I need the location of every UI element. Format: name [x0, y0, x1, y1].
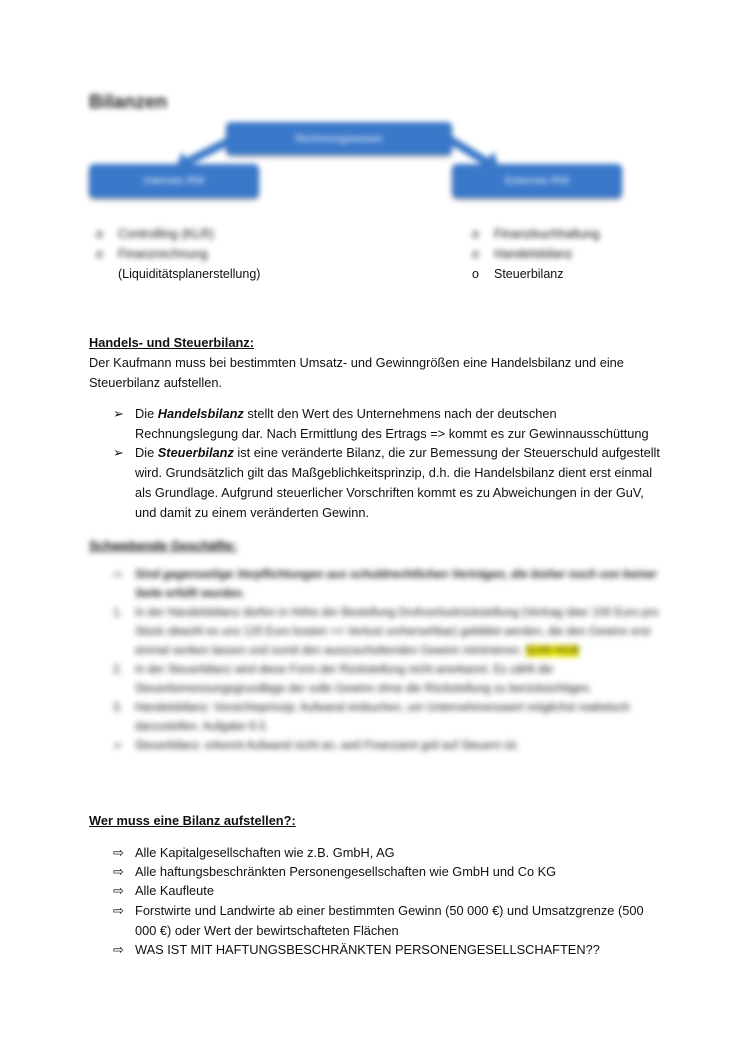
arrowhead-bullet-icon: ➢	[113, 406, 124, 421]
list-item: o Finanzrechnung	[96, 247, 208, 261]
list-item: 2. In der Steuerbilanz wird diese Form der Rückstellung nicht anerkannt. Es zählt die Steuerbemessungsgrundlage der volle Gewinn ohne die Rückstellung zu berücksichtigen.	[113, 664, 593, 695]
arrowhead-bullet-icon: ➢	[113, 445, 124, 460]
left-list	[96, 224, 356, 284]
arrow-bullet-icon: ⇨	[113, 845, 124, 860]
wer-item: ⇨ Alle Kapitalgesellschaften wie z.B. GmbH, AG	[113, 843, 663, 863]
page-title: Bilanzen	[89, 92, 168, 113]
diagram-top-box: Rechnungswesen	[226, 122, 452, 155]
arrow-bullet-icon: ⇨	[113, 942, 124, 957]
arrow-bullet-icon: ⇨	[113, 903, 124, 918]
diagram-right-box: Externes RW	[452, 164, 622, 198]
list-item: o Steuerbilanz	[472, 267, 564, 281]
handels-intro: Der Kaufmann muss bei bestimmten Umsatz- und Gewinngrößen eine Handelsbilanz und eine Steuerbilanz aufstellen.	[89, 355, 624, 390]
list-item: 3. Handelsbilanz: Vorsichtsprinzip: Aufwand einbuchen, um Unternehmenswert möglichst realistisch darzustellen. Aufgabe 9.3.	[113, 702, 630, 733]
section-heading-schwebend: Schwebende Geschäfte:	[89, 538, 237, 553]
wer-item: ⇨ Forstwirte und Landwirte ab einer bestimmten Gewinn (50 000 €) und Umsatzgrenze (500 000 €) oder Wert der bewirtschafteten Flächen	[113, 903, 644, 938]
arrow-bullet-icon: ⇨	[113, 883, 124, 898]
list-item: ⇨ Sind gegenseitige Verpflichtungen aus schuldrechtlichen Verträgen, die bisher noch von keiner Seite erfüllt wurden.	[113, 569, 657, 600]
arrow-bullet-icon: ⇨	[113, 864, 124, 879]
list-item: o Handelsbilanz	[472, 247, 573, 261]
handels-bullet-1: ➢ Die Handelsbilanz stellt den Wert des Unternehmens nach der deutschen Rechnungslegung dar. Nach Ermittlung des Ertrags => kommt es zur Gewinnausschüttung	[113, 406, 649, 441]
list-item: o Finanzbuchhaltung	[472, 227, 600, 241]
wer-item: ⇨ Alle haftungsbeschränkten Personengesellschaften wie GmbH und Co KG	[113, 862, 663, 882]
wer-item: ⇨ Alle Kaufleute	[113, 881, 663, 901]
right-list	[472, 224, 672, 284]
list-item: ➢ Steuerbilanz: erkennt Aufwand nicht an, weil Finanzamt geil auf Steuern ist.	[113, 740, 520, 752]
left-arrow-icon	[170, 132, 240, 176]
section-heading-handels: Handels- und Steuerbilanz:	[89, 335, 254, 350]
handels-bullet-2: ➢ Die Steuerbilanz ist eine veränderte Bilanz, die zur Bemessung der Steuerschuld aufgestellt wird. Grundsätzlich gilt das Maßgeblichkeitsprinzip, d.h. die Handelsbilanz dient erst einmal als Grundlage. Aufgrund steuerlicher Vorschriften kommt es zu Abweichungen in der GuV, und damit zu einem veränderten Gewinn.	[113, 445, 660, 520]
section-heading-wer: Wer muss eine Bilanz aufstellen?:	[89, 813, 296, 828]
schwebend-list	[113, 566, 663, 756]
list-item-continuation: (Liquiditätsplanerstellung)	[118, 267, 261, 281]
wer-item: ⇨ WAS IST MIT HAFTUNGSBESCHRÄNKTEN PERSONENGESELLSCHAFTEN??	[113, 940, 663, 960]
highlight-mark: §249 HGB	[525, 645, 580, 657]
list-item: 1. In der Handelsbilanz dürfen in Höhe der Bestellung Drohverlustrückstellung (Vertrag über 100 Euro pro Stück obwohl es uns 120 Euro kosten => Verlust vorhersehbar) gebildet werden, die den Gewinn erst einmal senken lassen und somit den auszuschüttenden Gewinn minimieren. §249 HGB	[113, 607, 659, 657]
right-arrow-icon	[446, 132, 506, 176]
diagram-left-box: Internes RW	[89, 164, 259, 198]
list-item: o Controlling (KLR)	[96, 227, 214, 241]
